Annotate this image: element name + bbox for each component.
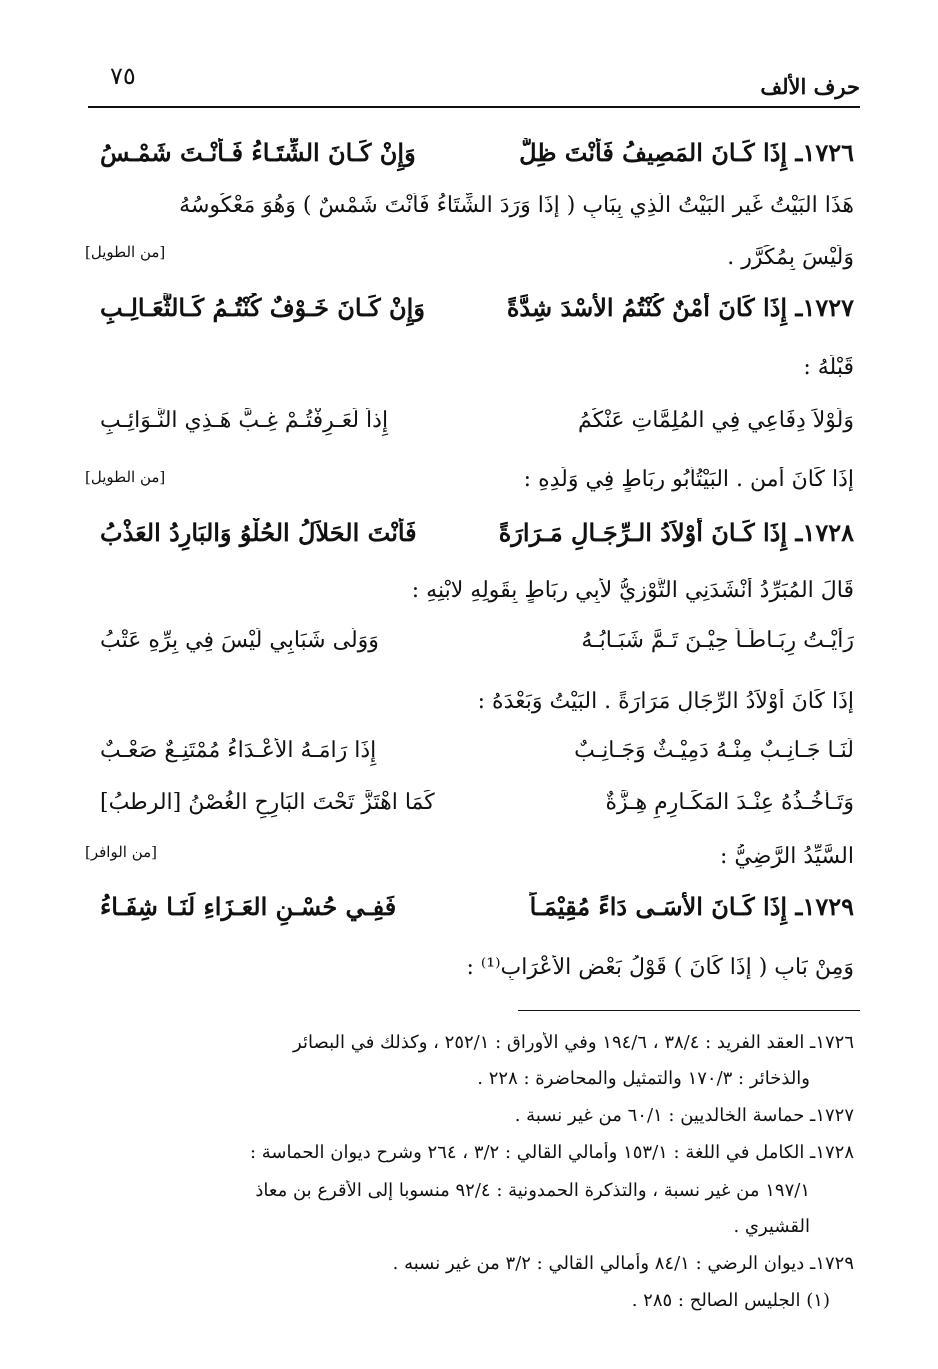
verse-1728 [100, 518, 854, 554]
meter-label: [من الطويل] [85, 243, 166, 261]
verse-1726-first-hemistich: ١٧٢٦ـ إِذَا كَـانَ المَصِيفُ فَأَنْتَ ظِلٌّ [519, 138, 854, 167]
chapter-title: حرف الألف [760, 74, 860, 99]
quoted-verse-first-hemistich: رَأَيْـتُ رِبَـاطَـاً حِيْـنَ تَـمَّ شَبَـابُـهُ [581, 628, 854, 653]
verse-1729-first-hemistich: ١٧٢٩ـ إِذَا كَـانَ الأَسَـى دَاءً مُقِيْمَـاً [529, 892, 854, 921]
verse-1728-second-hemistich: فَأَنْتَ الحَلاَلُ الحُلْوُ وَالبَارِدُ العَذْبُ [100, 518, 417, 547]
quoted-verse-first-hemistich: وَتَـأْخُـذُهُ عِنْـدَ المَكَـارِمِ هِـزَّةٌ [605, 790, 854, 815]
commentary-line: وَلَيْسَ بِمُكَرَّرٍ . [727, 245, 854, 270]
commentary-line: هَذَا البَيْتُ غَيرِ البَيْتُ الَّذِي بِبَابِ ( إِذَا وَرَدَ الشِّتَاءُ فَأَنْتَ شَمْسٌ ) وَهُوَ مَعْكُوسُهُ [179, 193, 854, 218]
footnote-1729: ١٧٢٩ـ ديوان الرضي : ٨٤/١ وأمالي القالي : ٣/٢ من غير نسبه . [392, 1253, 854, 1274]
verse-1729-second-hemistich: فَفِـي حُسْـنِ العَـزَاءِ لَنَـا شِفَـاءُ [100, 892, 397, 921]
quoted-verse [100, 628, 854, 662]
verse-1726-second-hemistich: وَإِنْ كَـانَ الشِّتَـاءُ فَـأَنْـتَ شَمْـسُ [100, 138, 416, 167]
verse-1727-second-hemistich: وَإِنْ كَـانَ خَـوْفٌ كُنْتُـمُ كَـالثَّعَـالِـبِ [100, 293, 425, 322]
quoted-verse [100, 738, 854, 772]
verse-1727 [100, 293, 854, 329]
commentary-line: وَمِنْ بَابِ ( إِذَا كَانَ ) قَوْلُ بَعْضِ الأَعْرَابِ⁽¹⁾ : [466, 955, 854, 980]
footnote-1727: ١٧٢٧ـ حماسة الخالديين : ٦٠/١ من غير نسبة . [514, 1105, 854, 1126]
verse-1728-first-hemistich: ١٧٢٨ـ إِذَا كَـانَ أَوْلاَدُ الـرِّجَـالِ مَـرَارَةً [498, 518, 854, 547]
commentary-line: السَّيِّدُ الرَّضِيُّ : [720, 844, 854, 869]
quoted-verse-second-hemistich: كَمَا اهْتَزَّ تَحْتَ البَارِحِ الغُصْنُ [الرطبُ] [100, 790, 435, 815]
header-rule [88, 106, 860, 108]
quoted-verse-first-hemistich: وَلَوْلاَ دِفَاعِي فِي المُلِمَّاتِ عَنْكُمُ [577, 408, 854, 433]
verse-1729 [100, 892, 854, 928]
commentary-line: قَالَ المُبَرِّدُ أَنْشَدَنِي التَّوْزِيُّ لأَبِي رِبَاطٍ بِقَولِهِ لابْنِهِ : [411, 578, 854, 603]
footnote-1726-cont: والذخائر : ١٧٠/٣ والتمثيل والمحاضرة : ٢٢٨ . [477, 1068, 810, 1089]
footnote-1728-cont: القشيري . [733, 1216, 810, 1237]
quoted-verse-second-hemistich: وَوَلَّى شَبَابِي لَيْسَ فِي بِرِّهِ عَتْبُ [100, 628, 379, 653]
commentary-line: إِذَا كَانَ أَوْلاَدُ الرِّجَالِ مَرَارَةً . البَيْتُ وَبَعْدَهُ : [477, 689, 854, 714]
meter-label: [من الطويل] [85, 468, 166, 486]
quoted-verse-first-hemistich: لَنَـا جَـانِـبٌ مِنْـهُ دَمِيْـثٌ وَجَـانِـبٌ [574, 738, 854, 763]
quoted-verse [100, 790, 854, 824]
page-number: ٧٥ [110, 62, 136, 90]
verse-1726 [100, 138, 854, 174]
commentary-line: قَبْلَهُ : [803, 355, 854, 380]
commentary-line: إِذَا كَانَ أمن . البَيْتُأَبُو رِبَاطٍ فِي وَلَدِهِ : [523, 467, 854, 492]
quoted-verse-second-hemistich: إِذاً لَعَـرِفْتُـمْ غِـبَّ هَـذِي النَّـوَائِـبِ [100, 408, 389, 433]
meter-label: [من الوافر] [85, 843, 158, 861]
footnote-1728: ١٧٢٨ـ الكامل في اللغة : ١٥٣/١ وأمالي القالي : ٣/٢ ، ٢٦٤ وشرح ديوان الحماسة : [249, 1142, 854, 1163]
footnote-rule [518, 1010, 860, 1011]
quoted-verse-second-hemistich: إِذَا رَامَـهُ الأَعْـدَاءُ مُمْتَنِـعٌ صَعْـبٌ [100, 738, 377, 763]
quoted-verse [100, 408, 854, 442]
footnote-1726: ١٧٢٦ـ العقد الفريد : ٣٨/٤ ، ١٩٤/٦ وفي الأوراق : ٢٥٢/١ ، وكذلك في البصائر [293, 1032, 854, 1053]
footnote-1: (١) الجليس الصالح : ٢٨٥ . [631, 1290, 830, 1311]
footnote-1728-cont: ١٩٧/١ من غير نسبة ، والتذكرة الحمدونية : ٩٢/٤ منسوبا إلى الأقرع بن معاذ [255, 1180, 810, 1201]
verse-1727-first-hemistich: ١٧٢٧ـ إِذَا كَانَ أَمْنٌ كُنْتُمُ الأُسْدَ شِدَّةً [506, 293, 854, 322]
